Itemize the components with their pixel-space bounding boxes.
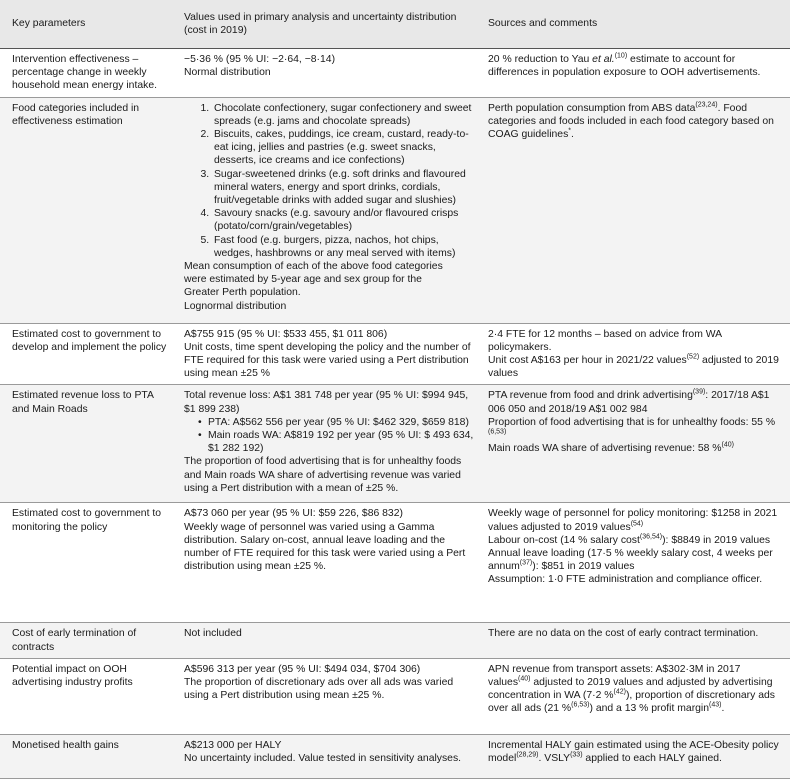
table-row (0, 49, 790, 98)
sources-cell: APN revenue from transport assets: A$302·3M in 2017 values$^{(40)}$ adjusted to 2019 values and adjusted by advertising concentration in WA (7·2 %$^{(42)}$), proportion of discretionary ads over all ads (21 %$^{(6,53)}$) and a 13 % profit margin$^{(43)}$. (488, 663, 775, 715)
list-item: 1. Chocolate confectionery, sugar confectionery and sweet spreads (e.g. jams and chocolate spreads) (212, 102, 476, 128)
values-cell: −5·36 % (95 % UI: −2·64, −8·14) Normal distribution (184, 54, 336, 79)
values-cell: A$213 000 per HALY No uncertainty included. Value tested in sensitivity analyses. (184, 739, 462, 765)
table-row (0, 734, 790, 778)
values-cell: A$755 915 (95 % UI: $533 455, $1 011 806) Unit costs, time spent developing the policy and the number of FTE required for this task were varied using a Pert distribution using mean ±25 % (184, 328, 471, 380)
values-cell: A$73 060 per year (95 % UI: $59 226, $86 832) Weekly wage of personnel was varied using a Gamma distribution. Salary on-cost, annual leave loading and the number of FTE required for this task were varied using a Pert distribution using mean ±25 %. (184, 508, 466, 573)
sources-cell: 20 % reduction to Yau et al.$^{(10)}$ estimate to account for differences in population exposure to OOH advertisements. (488, 52, 761, 79)
param-cell: Potential impact on OOH advertising industry profits (12, 663, 133, 689)
list-item: 4. Savoury snacks (e.g. savoury and/or flavoured crisps (potato/corn/grain/vegetables) (212, 207, 476, 233)
sources-cell: Perth population consumption from ABS data$^{(23,24)}$. Food categories and foods included in each food category based on COAG guidelines*. (488, 101, 774, 141)
table-row (0, 385, 790, 503)
sources-cell: Incremental HALY gain estimated using the ACE-Obesity policy model$^{(28,29)}$. VSLY$^{(33)}$ applied to each HALY gained. (488, 739, 779, 765)
values-cell: 1. Chocolate confectionery, sugar confectionery and sweet spreads (e.g. jams and chocolate spreads) 2. Biscuits, cakes, puddings, ice cream, custard, ready-to-eat icing, jellies and pastries (e.g. sweet snacks, desserts, ice creams and ice confections) 3. Sugar-sweetened drinks (e.g. soft drinks and flavoured mineral waters, energy and sport drinks, cordials, fruit/vegetable drinks with added sugar and slushies) 4. Savoury snacks (e.g. savoury and/or flavoured crisps (potato/corn/grain/vegetables) 5. Fast food (e.g. burgers, pizza, nachos, hot chips, wedges, hashbrowns or any meal served with items) Mean consumption of each of the above food categories were estimated by 5-year age and sex group for the Greater Perth population. Lognormal distribution (178, 97, 482, 323)
list-item: • PTA: A$562 556 per year (95 % UI: $462 329, $659 818) (208, 416, 476, 429)
revenue-breakdown-list (184, 416, 476, 456)
list-item: 3. Sugar-sweetened drinks (e.g. soft drinks and flavoured mineral waters, energy and sport drinks, cordials, fruit/vegetable drinks with added sugar and slushies) (212, 168, 476, 208)
list-item: • Main roads WA: A$819 192 per year (95 % UI: $ 493 634, $1 282 192) (208, 429, 476, 455)
list-item: 5. Fast food (e.g. burgers, pizza, nachos, hot chips, wedges, hashbrowns or any meal served with items) (212, 234, 476, 260)
param-cell: Estimated revenue loss to PTA and Main Roads (12, 390, 154, 415)
table-row (0, 658, 790, 734)
param-cell: Monetised health gains (12, 739, 119, 751)
table-row (0, 97, 790, 323)
table-row (0, 323, 790, 385)
list-item: 2. Biscuits, cakes, puddings, ice cream, custard, ready-to-eat icing, jellies and pastries (e.g. sweet snacks, desserts, ice creams and ice confections) (212, 128, 476, 168)
sources-cell: There are no data on the cost of early contract termination. (488, 628, 759, 640)
param-cell: Estimated cost to government to monitoring the policy (12, 508, 162, 533)
param-cell: Food categories included in effectiveness estimation (12, 102, 140, 127)
table-row (0, 503, 790, 623)
param-cell: Estimated cost to government to develop and implement the policy (12, 328, 167, 353)
sources-cell: PTA revenue from food and drink advertising$^{(39)}$: 2017/18 A$1 006 050 and 2018/19 A$1 002 984 Proportion of food advertising that is for unhealthy foods: 55 %$^{(6,53)}$ Main roads WA share of advertising revenue: 58 %$^{(40)}$ (488, 388, 776, 455)
values-cell: Total revenue loss: A$1 381 748 per year (95 % UI: $994 945, $1 899 238) • PTA: A$562 556 per year (95 % UI: $462 329, $659 818) • Main roads WA: A$819 192 per year (95 % UI: $ 493 634, $1 282 192) The proportion of food advertising that is for unhealthy foods and Main roads WA share of advertising revenue was varied using a Pert distribution with a mean of ±25 %. (178, 385, 482, 503)
values-cell: Not included (184, 628, 242, 640)
param-cell: Cost of early termination of contracts (12, 628, 137, 653)
header-sources: Sources and comments (482, 0, 790, 49)
table-row (0, 623, 790, 658)
sources-cell: 2·4 FTE for 12 months – based on advice from WA policymakers. Unit cost A$163 per hour in 2021/22 values$^{(52)}$ adjusted to 2019 values (488, 328, 779, 380)
food-category-list (184, 102, 476, 260)
sources-cell: Weekly wage of personnel for policy monitoring: $1258 in 2021 values adjusted to 2019 values$^{(54)}$ Labour on-cost (14 % salary cost$^{(36,54)}$): $8849 in 2019 values Annual leave loading (17·5 % weekly salary cost, 4 weeks per annum$^{(37)}$): $851 in 2019 values Assumption: 1·0 FTE administration and compliance officer. (488, 508, 778, 586)
table-header-row (0, 0, 790, 49)
header-values: Values used in primary analysis and uncertainty distribution (cost in 2019) (178, 0, 482, 49)
values-cell: A$596 313 per year (95 % UI: $494 034, $704 306) The proportion of discretionary ads over all ads was varied using a Pert distribution using mean ±25 %. (184, 663, 454, 702)
param-cell: Intervention effectiveness – percentage change in weekly household mean energy intake. (12, 54, 157, 92)
header-key-parameters: Key parameters (0, 0, 178, 49)
